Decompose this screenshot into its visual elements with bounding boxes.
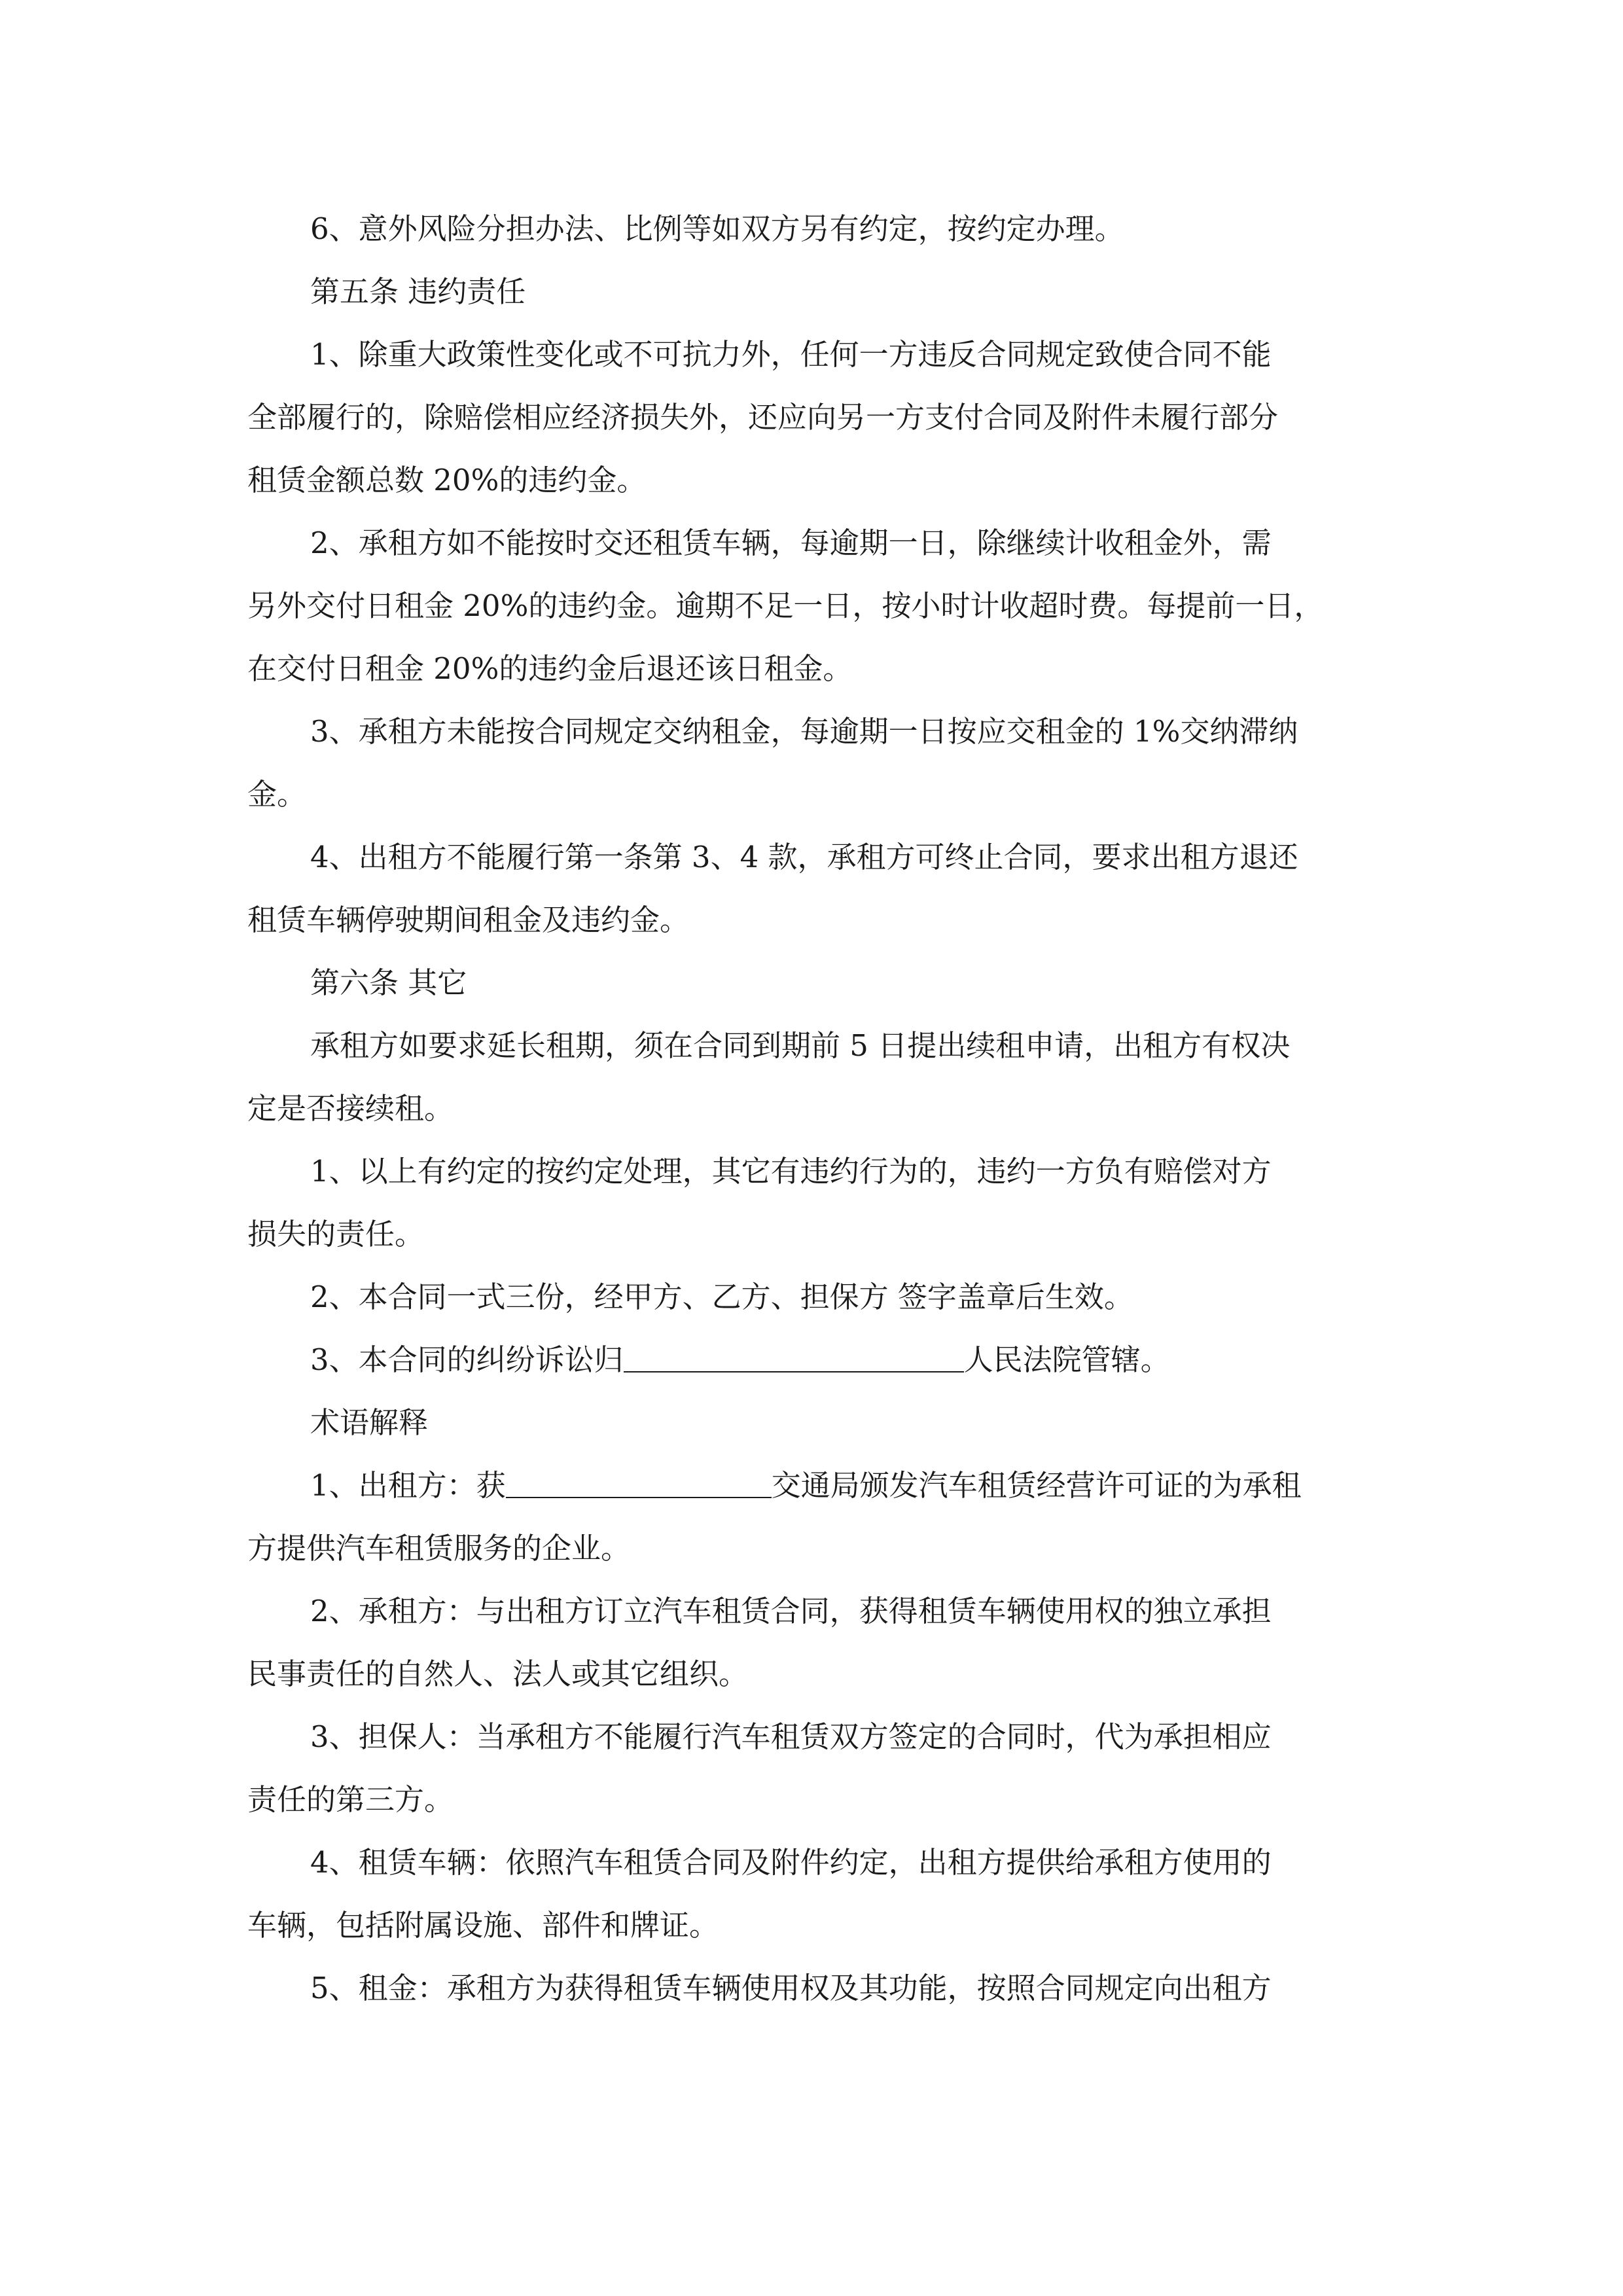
article-5-item-2-line-3: 在交付日租金 20%的违约金后退还该日租金。 <box>247 651 853 686</box>
glossary-item-3-line-1: 3、担保人：当承租方不能履行汽车租赁双方签定的合同时，代为承担相应 <box>310 1719 1272 1754</box>
glossary-item-1-suffix: 交通局颁发汽车租赁经营许可证的为承租 <box>771 1468 1302 1503</box>
glossary-item-5-line-1: 5、租金：承租方为获得租赁车辆使用权及其功能，按照合同规定向出租方 <box>310 1971 1272 2005</box>
article-6-item-1-line-2: 损失的责任。 <box>247 1217 425 1251</box>
article-6-intro-line-2: 定是否接续租。 <box>247 1091 454 1126</box>
article-5-item-3-line-1: 3、承租方未能按合同规定交纳租金，每逾期一日按应交租金的 1%交纳滞纳 <box>310 714 1298 749</box>
article-6-item-2: 2、本合同一式三份，经甲方、乙方、担保方 签字盖章后生效。 <box>310 1280 1133 1314</box>
clause-4-item-6: 6、意外风险分担办法、比例等如双方另有约定，按约定办理。 <box>310 211 1124 246</box>
glossary-item-1-line-2: 方提供汽车租赁服务的企业。 <box>247 1531 631 1566</box>
glossary-heading: 术语解释 <box>310 1405 429 1440</box>
article-6-item-1-line-1: 1、以上有约定的按约定处理，其它有违约行为的，违约一方负有赔偿对方 <box>310 1154 1272 1189</box>
glossary-item-1-line-1 <box>247 1454 1378 1517</box>
article-5-item-1-line-1: 1、除重大政策性变化或不可抗力外，任何一方违反合同规定致使合同不能 <box>310 337 1272 372</box>
article-5-item-2-line-1: 2、承租方如不能按时交还租赁车辆，每逾期一日，除继续计收租金外，需 <box>310 526 1272 560</box>
article-5-item-3-line-2: 金。 <box>247 777 307 812</box>
glossary-item-4-line-1: 4、租赁车辆：依照汽车租赁合同及附件约定，出租方提供给承租方使用的 <box>310 1845 1272 1880</box>
glossary-item-3-line-2: 责任的第三方。 <box>247 1782 454 1817</box>
court-name-blank <box>624 1340 964 1372</box>
article-5-item-1-line-3: 租赁金额总数 20%的违约金。 <box>247 463 647 497</box>
glossary-item-2-line-2: 民事责任的自然人、法人或其它组织。 <box>247 1657 749 1691</box>
article-5-item-1-line-2: 全部履行的，除赔偿相应经济损失外，还应向另一方支付合同及附件未履行部分 <box>247 400 1279 435</box>
article-6-item-3-suffix: 人民法院管辖。 <box>963 1342 1170 1377</box>
article-6-item-3-prefix: 3、本合同的纠纷诉讼归 <box>310 1342 624 1377</box>
article-6-intro-line-1: 承租方如要求延长租期，须在合同到期前 5 日提出续租申请，出租方有权决 <box>310 1028 1291 1063</box>
document-body <box>247 198 1378 2020</box>
article-5-item-4-line-2: 租赁车辆停驶期间租金及违约金。 <box>247 903 690 937</box>
article-6-item-3 <box>247 1329 1378 1391</box>
article-5-item-2-line-2: 另外交付日租金 20%的违约金。逾期不足一日，按小时计收超时费。每提前一日， <box>247 588 1324 623</box>
article-6-heading: 第六条 其它 <box>310 965 467 1000</box>
agency-name-blank <box>506 1465 772 1498</box>
glossary-item-2-line-1: 2、承租方：与出租方订立汽车租赁合同，获得租赁车辆使用权的独立承担 <box>310 1594 1272 1628</box>
article-5-item-4-line-1: 4、出租方不能履行第一条第 3、4 款，承租方可终止合同，要求出租方退还 <box>310 840 1298 874</box>
article-5-heading: 第五条 违约责任 <box>310 274 526 309</box>
glossary-item-1-prefix: 1、出租方：获 <box>310 1468 506 1503</box>
glossary-item-4-line-2: 车辆，包括附属设施、部件和牌证。 <box>247 1908 719 1943</box>
